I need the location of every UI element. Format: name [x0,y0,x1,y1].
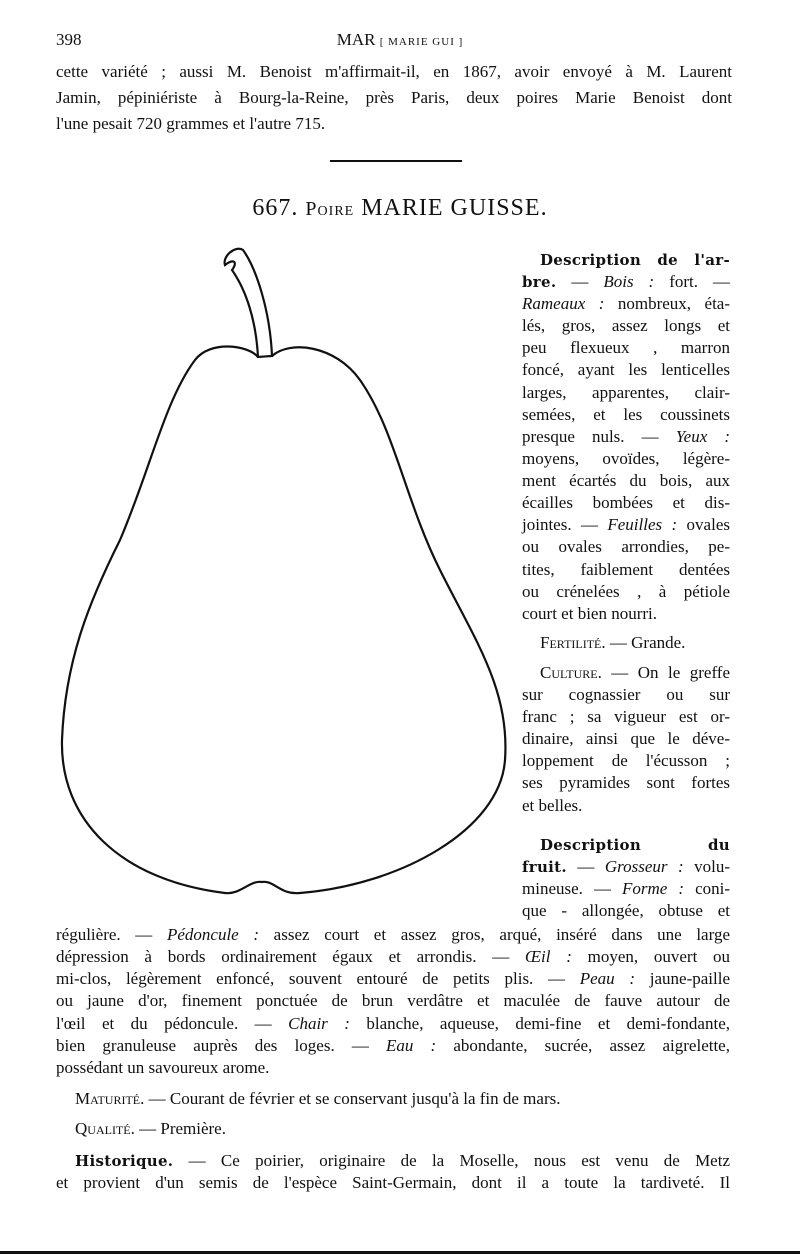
text-run: mi-clos, légèrement enfoncé, souvent entouré de petits plis. — [56,969,580,988]
italic-term: Yeux : [675,427,730,446]
text-run: et provient d'un semis de l'espèce Saint-Germain, dont il a toute la tardiveté. Il [56,1173,730,1192]
smallcaps-heading: Maturité. [75,1089,145,1108]
text-run: peu flexueux , marron [522,338,730,357]
text-run: jaune-paille [635,969,730,988]
text-line [522,729,730,749]
text-run: jointes. — [522,515,608,534]
text-line [540,663,730,683]
running-head-sub: [ MARIE GUI ] [379,36,464,48]
text-run: — On le greffe [601,663,730,682]
text-run: ou ovales arrondies, pe- [522,537,730,556]
italic-term: Pédoncule : [166,925,260,944]
text-run: larges, apparentes, clair- [522,383,730,402]
text-run: assez court et assez gros, arqué, inséré dans une large [259,925,730,944]
text-run: — Ce poirier, originaire de la Moselle, nous est venu de Metz [173,1151,730,1170]
text-run: ment écartés du bois, aux [522,471,730,490]
text-run: tites, faiblement dentées [522,560,730,579]
italic-term: Bois : [603,272,655,291]
text-line [522,796,730,816]
text-line [522,338,730,358]
text-line [522,471,730,491]
text-line [522,515,730,535]
italic-term: Grosseur : [604,857,684,876]
text-run: mineuse. — [522,879,622,898]
smallcaps-heading: Culture. [540,663,602,682]
bold-heading: Description du [540,836,730,854]
text-line [522,316,730,336]
entry-number: 667. [252,195,299,221]
text-line [522,604,730,624]
text-run: dinaire, ainsi que le déve- [522,729,730,748]
text-run: presque nuls. — [522,427,676,446]
text-line [75,1089,730,1109]
text-line [522,879,730,899]
text-run: loppement de l'écusson ; [522,751,730,770]
text-run: ou jaune d'or, finement ponctuée de brun verdâtre et maculée de fauve autour de [56,991,730,1010]
text-run: — Grande. [605,633,686,652]
text-run: fort. — [654,272,730,291]
text-run: — Première. [134,1119,226,1138]
text-line [522,383,730,403]
text-run: franc ; sa vigueur est or- [522,707,730,726]
bold-heading: Historique. [75,1152,174,1170]
text-run: abondante, sucrée, assez aigrelette, [436,1036,730,1055]
text-line [522,272,730,292]
smallcaps-heading: Fertilité. [540,633,606,652]
text-run: moyens, ovoïdes, légère- [522,449,730,468]
text-line [522,582,730,602]
running-head-main: MAR [336,30,376,49]
text-run: ovales [677,515,730,534]
pear-stem [225,249,272,357]
text-line [522,493,730,513]
text-line [522,294,730,314]
text-run: nombreux, éta- [604,294,730,313]
entry-prefix: Poire [305,198,355,220]
text-run: — [566,857,605,876]
text-line [522,560,730,580]
text-run: foncé, ayant les lenticelles [522,360,730,379]
text-line [522,751,730,771]
text-line [75,1151,730,1171]
text-line [522,449,730,469]
bold-heading: fruit. [522,858,567,876]
text-line [56,969,730,989]
text-line [540,835,730,855]
text-line [522,360,730,380]
text-run: écailles bombées et dis- [522,493,730,512]
text-line [75,1119,730,1139]
text-line [522,773,730,793]
text-run: — Courant de février et se conservant jusqu'à la fin de mars. [144,1089,561,1108]
text-run: semées, et les coussinets [522,405,730,424]
text-line [56,88,732,108]
italic-term: Eau : [386,1036,437,1055]
text-run: l'œil et du pédoncule. — [56,1014,289,1033]
entry-name: MARIE GUISSE. [361,195,548,221]
text-line [56,1014,730,1034]
text-run: et belles. [522,796,583,815]
text-line [540,633,730,653]
text-run: moyen, ouvert ou [571,947,731,966]
text-line [56,114,356,134]
text-line [522,537,730,557]
text-line [56,62,732,82]
page-number: 398 [56,30,82,49]
text-run: que - allongée, obtuse et [522,901,730,920]
text-run: cette variété ; aussi M. Benoist m'affirmait-il, en 1867, avoir envoyé à M. Laurent [56,62,732,81]
text-line [56,1058,730,1078]
smallcaps-heading: Qualité. [75,1119,135,1138]
text-run: coni- [684,879,731,898]
text-run: bien granuleuse auprès des loges. — [56,1036,387,1055]
bold-heading: Description de l'ar- [540,251,730,269]
text-line [56,991,730,1011]
text-run: possédant un savoureux arome. [56,1058,270,1077]
text-run: court et bien nourri. [522,604,658,623]
text-run: ses pyramides sont fortes [522,773,730,792]
pear-body-outline [62,346,506,893]
text-line [522,857,730,877]
italic-term: Peau : [579,969,636,988]
text-run: Jamin, pépiniériste à Bourg-la-Reine, près Paris, deux poires Marie Benoist dont [56,88,732,107]
text-line [56,1036,730,1056]
bold-heading: bre. [522,273,557,291]
text-run: l'une pesait 720 grammes et l'autre 715. [56,114,326,133]
text-run: volu- [683,857,730,876]
text-line [522,427,730,447]
text-run: sur cognassier ou sur [522,685,730,704]
text-run: dépression à bords ordinairement égaux et arrondis. — [56,947,525,966]
text-run: ou crénelées , à pétiole [522,582,730,601]
text-line [56,925,730,945]
italic-term: Œil : [525,947,572,966]
italic-term: Feuilles : [607,515,678,534]
text-line [56,947,730,967]
text-run: blanche, aqueuse, demi-fine et demi-fondante, [349,1014,730,1033]
text-line [522,901,730,921]
text-run: — [556,272,604,291]
italic-term: Chair : [288,1014,350,1033]
text-line [522,707,730,727]
text-line [522,405,730,425]
text-line [522,685,730,705]
text-line [540,250,730,270]
text-line [56,1173,730,1193]
italic-term: Forme : [622,879,685,898]
text-run: lés, gros, assez longs et [522,316,730,335]
italic-term: Rameaux : [522,294,605,313]
text-run: régulière. — [56,925,167,944]
